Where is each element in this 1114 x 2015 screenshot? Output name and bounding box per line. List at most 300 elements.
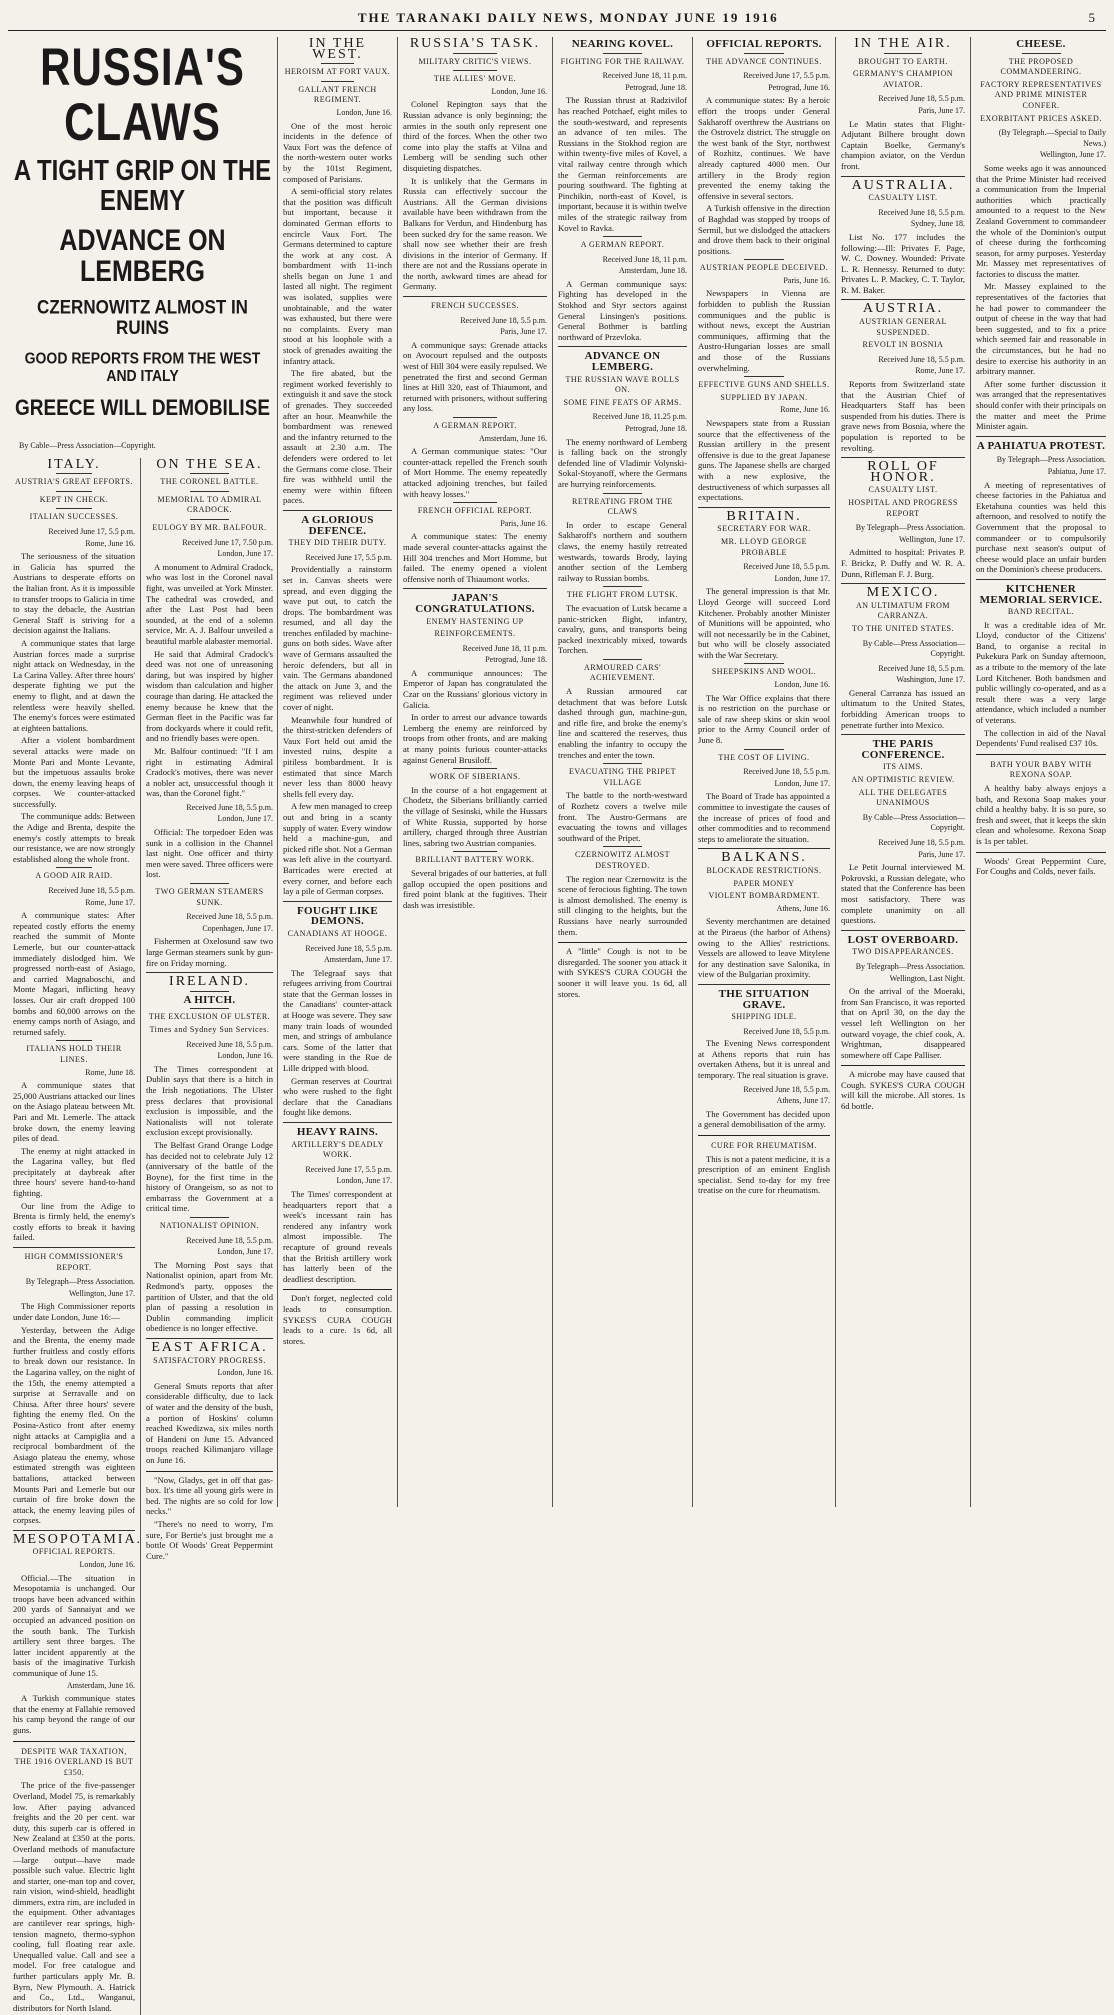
divider [453, 53, 496, 54]
place-date: Wellington, June 17. [1039, 150, 1106, 160]
divider [603, 586, 642, 587]
headline-6: GREECE WILL DEMOBILISE [14, 396, 271, 421]
subheading: AN ULTIMATUM FROM CARRANZA. [856, 600, 950, 621]
subheading: FIGHTING FOR THE RAILWAY. [560, 56, 685, 66]
divider [190, 473, 228, 474]
byline: By Telegraph—Press Association. [996, 455, 1106, 465]
advert-title: CURE FOR RHEUMATISM. [711, 1141, 817, 1151]
subheading: THE COST OF LIVING. [718, 752, 810, 762]
paragraph: The communique adds: Between the Adige and Brenta, despite the enemy's costly attempts to break our resistance, we are now strongly established along the whole front. [13, 811, 135, 864]
divider [403, 296, 547, 297]
dateline: Received June 17, 7.50 p.m. [182, 537, 273, 547]
subheading: THE CORONEL BATTLE. [160, 477, 259, 487]
masthead-title: THE TARANAKI DAILY NEWS, MONDAY JUNE 19 1916 [357, 10, 779, 25]
divider [321, 81, 354, 82]
subheading: AUSTRIAN PEOPLE DECEIVED. [699, 263, 829, 273]
subheading: EFFECTIVE GUNS AND SHELLS. [698, 380, 830, 390]
dateline: Received June 17, 5.5 p.m. [305, 552, 392, 562]
subheading: AUSTRIA'S GREAT EFFORTS. [15, 477, 133, 487]
divider [976, 579, 1106, 580]
byline: By Telegraph—Press Association. [855, 961, 965, 971]
subheading: GALLANT FRENCH REGIMENT. [298, 84, 377, 105]
paragraph: One of the most heroic incidents in the defence of Vaux Fort was the defence of the north-western outer works by the 101st Regiment, composed of Parisians. [283, 120, 392, 184]
divider [321, 63, 354, 64]
section-header: IRELAND. [169, 974, 250, 990]
subheading: HOSPITAL AND PROGRESS REPORT [848, 497, 958, 518]
paragraph: In order to escape General Sakharoff's northern and southern claws, the enemy hastily retreated westwards, towards Brody, laying another section of the Lemberg railway to Russian bombs. [558, 519, 687, 583]
place-date: Paris, June 16. [500, 518, 547, 528]
subheading: SOME FINE FEATS OF ARMS. [563, 397, 682, 407]
subheading: SUPPLIED BY JAPAN. [720, 392, 808, 402]
divider [698, 507, 830, 508]
column-3 [398, 37, 553, 1507]
dateline: Received June 18, 5.5 p.m. [186, 1235, 273, 1245]
rheumatism-advert [698, 1135, 830, 1196]
section-header: ROLL OF HONOR. [867, 459, 939, 485]
place-date: Sydney, June 18. [910, 219, 965, 229]
divider [744, 53, 784, 54]
divider [453, 768, 496, 769]
advert-title: DESPITE WAR TAXATION, THE 1916 OVERLAND IS BUT £350. [14, 1746, 134, 1777]
rexona-advert [976, 754, 1106, 847]
paragraph: The battle to the north-westward of Rozhetz covers a twelve mile front. The Austro-Germans are evacuating the towns and villages southward of the Pripet. [558, 790, 687, 843]
paragraph: The collection in aid of the Naval Dependents' Fund realised £37 10s. [976, 727, 1106, 749]
section-header: A PAHIATUA PROTEST. [976, 439, 1106, 452]
section-header: MESOPOTAMIA. [13, 1531, 143, 1547]
divider [283, 1122, 392, 1123]
advert-body: A healthy baby always enjoys a bath, and Rexona Soap makes your child a healthy baby. It is so pure, so fresh and sweet, that it keeps the skin clean and wholesome. Rexona Soap is 1s per tablet. [976, 783, 1106, 846]
place-date: Rome, June 17. [915, 366, 965, 376]
paragraph: Providentially a rainstorm set in. Canvas sheets were spread, and even digging the wave put out, to catch the drops. The bombardment was resumed, and all day the trenches enfiladed by machine-guns on both sides. Wave after wave of Germans assaulted the heroic defenders, but all in vain. The Germans abandoned the attack on June 3, and the regiment was relieved under cover of night. [283, 564, 392, 713]
byline: By Telegraph—Press Association. [855, 523, 965, 533]
subheading: ITALIAN SUCCESSES. [29, 512, 119, 522]
place-date: Paris, June 16. [783, 275, 830, 285]
subheading: ALL THE DELEGATES UNANIMOUS [858, 787, 948, 808]
subheading: THE PROPOSED COMMANDEERING. [1000, 56, 1082, 77]
section-header: HEAVY RAINS. [296, 1126, 379, 1138]
dateline: Received June 18, 5.5 p.m. [878, 838, 965, 847]
subheading: MEMORIAL TO ADMIRAL CRADOCK. [157, 494, 262, 515]
divider [283, 510, 392, 511]
place-date: London, June 17. [774, 778, 830, 788]
paragraph: The seriousness of the situation in Galicia has spurred the Austrians to desperate efforts on the Italian front. As it is impossible to transfer troops to Galicia in time to stay the debacle, the Austrian General Staff is striving for a decision against the Italians. [13, 551, 135, 636]
paragraph: A communique states that 25,000 Austrians attacked our lines on the Asiago plateau between Mt. Pari and Mt. Lemerle. The attack broke down, the enemy leaving piles of dead. [13, 1080, 135, 1144]
paragraph: The War Office explains that there is no restriction on the purchase or sale of raw sheep skins or skin wool prior to the Army Council order of June 8. [698, 692, 830, 746]
paragraph: Some weeks ago it was announced that the Prime Minister had received a communication from the Imperial authorities which practically amounted to a request to the New Zealand Government to commandeer the whole of the Dominion's output of cheese during the forthcoming season, for army purposes. Yesterday Mr. Massey met representatives of factories to discuss the matter. [976, 162, 1106, 279]
subheading: HIGH COMMISSIONER'S REPORT. [24, 1252, 124, 1272]
subheading: ARMOURED CARS' ACHIEVEMENT. [583, 662, 662, 683]
place-date: Paris, June 17. [918, 105, 965, 115]
paragraph: The fire abated, but the regiment worked feverishly to extinguish it and save the stock of grenades. They succeeded after an hour. Meanwhile the bombardment was renewed and the infantry returned to the assault at 2.30 a.m. The defenders were ordered to let the Germans come close. Their fire was withheld until the enemy were within fifteen paces. [283, 368, 392, 506]
section-header: MEXICO. [866, 585, 940, 601]
headline-2: A TIGHT GRIP ON THE ENEMY [13, 154, 272, 218]
subheading: THE FLIGHT FROM LUTSK. [566, 590, 679, 600]
place-date: Rome, June 16. [780, 405, 830, 415]
divider [190, 519, 228, 520]
column-5 [693, 37, 836, 1507]
paragraph: General Carranza has issued an ultimatum to the United States, forbidding American troops to penetrate further into Mexico. [841, 687, 965, 730]
paragraph: Official.—The situation in Mesopotamia is unchanged. Our troops have been advanced within 200 yards of Sannaiyat and we occupied an advanced position on the south bank. The Turkish artillery sent three barges. The latter incident apparently at the basis of the imaginative Turkish communique of June 15. [13, 1572, 135, 1678]
divider [453, 70, 496, 71]
place-date: Athens, June 17. [776, 1096, 830, 1106]
paragraph: The Times' correspondent at headquarters report that a week's incessant rain has rendered any infantry work almost impossible. The recapture of ground reveals that the British artillery work has latterly been of the deadliest description. [283, 1188, 392, 1284]
peppermint-advert [976, 852, 1106, 877]
place-date: London, June 17. [217, 1247, 273, 1257]
place-date: London, June 16. [79, 1560, 135, 1570]
advert-body: Don't forget, neglected cold leads to consumption. SYKES'S CURA COUGH leads to a cure. 1s 6d, all stores. [283, 1293, 392, 1346]
dateline: Received June 18, 11 p.m. [602, 254, 687, 264]
subheading: THE RUSSIAN WAVE ROLLS ON. [565, 374, 680, 395]
dateline: Received June 18, 5.5 p.m. [878, 207, 965, 217]
paragraph: A communique states: After repeated costly efforts the enemy reached the summit of Monte Lemerle, but our counter-attack immediately dislodged him. We progressed north-east of Asiago, and carried Magnaboschi, and Monte Magari, inflicting heavy losses. Our air craft dropped 100 bombs and 60,000 arrows on the enemy camps north of Asiago, and returned safely. [13, 910, 135, 1037]
column-6 [836, 37, 971, 1507]
subheading: TO THE UNITED STATES. [851, 623, 954, 633]
subheading: A GERMAN REPORT. [433, 421, 517, 430]
dateline: Received June 18, 5.5 p.m. [186, 912, 273, 922]
place-date: Petrograd, June 18. [625, 424, 687, 433]
divider [698, 984, 830, 985]
subheading: EXORBITANT PRICES ASKED. [980, 113, 1102, 123]
divider [841, 299, 965, 300]
column-7 [971, 37, 1111, 1507]
paragraph: Meanwhile four hundred of the thirst-stricken defenders of Vaux Fort held out amid the invested ruins, despite a pitiless bombardment. It is estimated that since March never less than 8000 heavy shells fell every day. [283, 714, 392, 799]
subheading: FRENCH OFFICIAL REPORT. [417, 506, 533, 516]
place-date: London, June 17. [336, 1176, 392, 1186]
place-date: Petrograd, June 16. [768, 82, 830, 92]
dateline: Received June 18, 5.5 p.m. [305, 943, 392, 953]
section-header: LOST OVERBOARD. [847, 933, 959, 946]
place-date: London, June 16. [491, 86, 547, 96]
divider [190, 1217, 228, 1218]
paragraph: A communique says: Grenade attacks on Avocourt repulsed and the outposts west of Hill 304 were easily repulsed. We penetrated the first and second German lines at Hill 320, east of Thiaumont, and returned with prisoners, without suffering any loss. [403, 339, 547, 414]
paragraph: The Belfast Grand Orange Lodge has decided not to celebrate July 12 (anniversary of the battle of the Boyne), for the first time in the history of Orangeism, so as not to embarrass the Government at a critical time. [146, 1139, 273, 1214]
paragraph: List No. 177 includes the following:—Ill: Privates F. Page, W. C. Downey. Wounded: Private L. R. Hennessy. Returned to duty: Privates L. P. Mackey, C. T. Taylor, R. M. Baker. [841, 231, 965, 295]
paragraph: A meeting of representatives of cheese factories in the Pahiatua and Eketahuna counties was held this afternoon, and resolved to notify the Government that the proposal to commandeer or to compulsorily purchase next season's output of cheese would place an unfair burden on the Dominion's cheese producers. [976, 479, 1106, 575]
divider [603, 846, 642, 847]
advert-body: "There's no need to worry, I'm sure, For Bertie's just brought me a bottle Of Woods' Great Peppermint Cure." [146, 1518, 273, 1561]
dateline: Received June 18, 5.5 p.m. [743, 1026, 830, 1036]
paragraph: The Times correspondent at Dublin says that there is a hitch in the Irish negotiations. The Ulster press declares that provisional exclusion is impossible, and the Nationalists will not tolerate exclusion except provisionally. [146, 1063, 273, 1138]
divider [744, 376, 784, 377]
paragraph: General Smuts reports that after considerable difficulty, due to lack of water and the density of the bush, a portion of Hoskins' column reached Kwedizwa, six miles north of Handeni on June 15. Advanced troops reached Kilimanjaro village on June 16. [146, 1380, 273, 1465]
col1-subcolumns [13, 458, 272, 2015]
paragraph: In the course of a hot engagement at Chodetz, the Siberians brilliantly carried the village of Sesinski, while the Hussars of White Russia, supported by horse artillery, charged through three Austrian lines, sabring two Austrian companies. [403, 784, 547, 848]
paragraph: Seventy merchantmen are detained at the Piraeus (the harbor of Athens) owing to the Allies' restrictions. Vessels are allowed to leave Mitylene for any destination save Salonika, in view of the Bulgarian proximity. [698, 916, 830, 980]
divider [841, 734, 965, 735]
subheading: SATISFACTORY PROGRESS. [153, 1355, 266, 1365]
divider [190, 1008, 228, 1009]
paragraph: A communique announces: The Emperor of Japan has congratulated the Czar on the Russians' glorious victory in Galicia. [403, 667, 547, 710]
subheading: Times and Sydney Sun Services. [149, 1024, 270, 1034]
paragraph: Several brigades of our batteries, at full gallop occupied the open positions and fired point blank at the fugitives. Their dash was irresistible. [403, 867, 547, 910]
divider [403, 588, 547, 589]
place-date: Rome, June 16. [85, 538, 135, 548]
subheading: RETREATING FROM THE CLAWS [572, 496, 673, 517]
subheading: AUSTRIAN GENERAL SUSPENDED. [859, 317, 947, 337]
subheading: A GERMAN REPORT. [580, 240, 665, 250]
paragraph: Newspapers in Vienna are forbidden to publish the Russian communiques and the public is without news, except the Austrian communiques, affirming that the Austro-Hungarian losses are small and those of the Russians overwhelming. [698, 288, 830, 373]
paragraph: In order to arrest our advance towards Lemberg the enemy are reinforced by troops from other fronts, and are making at many points furious counter-attacks against General Brusiloff. [403, 712, 547, 765]
dateline: Received June 17, 5.5 p.m. [48, 527, 135, 537]
advert-body: The price of the five-passenger Overland, Model 75, is remarkably low. After paying advanced freights and the 20 per cent. war duty, this superb car is offered in New Zealand at £350 at the ports. Overland methods of manufacture—large output—have made possible such value. Electric light and starter, one-man top and cover, rain vision, wind-shield, headlight dimmers, extra rim, are included in the equipment. Other advantages are cantilever rear springs, high-tension magneto, thermo-syphon cooling, full floating rear axle. Unequalled value. Call and see a model. For free catalogue and further particulars apply Mr. B. Byrn, New Plymouth. A. Hatrick and Co., Ltd., Wanganui, distributors for North Island. [13, 1780, 135, 2013]
place-date: Wellington, June 17. [898, 534, 965, 544]
place-date: Amsterdam, June 16. [479, 433, 547, 443]
main-headline: RUSSIA'S CLAWS [40, 37, 245, 152]
divider [603, 53, 642, 54]
divider [13, 1530, 135, 1531]
section-header: FOUGHT LIKE DEMONS. [296, 904, 379, 928]
section-header: KITCHENER MEMORIAL SERVICE. [979, 582, 1103, 606]
subheading: BRILLIANT BATTERY WORK. [415, 855, 535, 865]
column-1 [8, 37, 278, 2013]
subheading: BROUGHT TO EARTH. [858, 56, 948, 66]
divider [841, 930, 965, 931]
paragraph: A Turkish communique states that the enemy at Fallahie removed his camp beyond the range of our guns. [13, 1693, 135, 1735]
paragraph: A Turkish offensive in the direction of Baghdad was stopped by troops of Sermil, but we dislodged the attackers and drove them back to their original positions. [698, 203, 830, 256]
subheading: EULOGY BY MR. BALFOUR. [152, 523, 267, 533]
place-date: London, June 17. [217, 549, 273, 559]
paragraph: After a violent bombardment several attacks were made on Monte Pari and Monte Levante, but the impetuous assaults broke down, the enemy leaving heaps of corpses. We counter-attacked successfully. [13, 735, 135, 809]
divider [698, 848, 830, 849]
sykes-advert [841, 1065, 965, 1111]
peppermint-advert [146, 1471, 273, 1562]
byline: By Cable—Press Association—Copyright. [19, 441, 156, 451]
divider [841, 583, 965, 584]
subheading: NATIONALIST OPINION. [159, 1221, 260, 1231]
sea-section [141, 458, 273, 2015]
paragraph: He said that Admiral Cradock's deed was not one of unreasoning daring, but was inspired by higher wisdom than calculation and higher courage than daring. He attacked the enemy because he knew that the German fleet in the Pacific was far from dockyards where it could refit, and no friendly bases were open. [146, 648, 273, 744]
paragraph: A monument to Admiral Cradock, who was lost in the Coronel naval fight, was unveiled at York Minster. The cathedral was crowded, and after the Last Post had been sounded, at the end of a solemn service, Mr. A. J. Balfour unveiled a beautiful marble alabaster memorial. [146, 561, 273, 646]
paragraph: The general impression is that Mr. Lloyd George will succeed Lord Kitchener. Probably another Minister of Munitions will be appointed, who will not necessarily be in the Cabinet, but who will be closely associated with the War Secretary. [698, 586, 830, 660]
paragraph: Admitted to hospital: Privates P. F. Brickz, P. Duffy and W. R. A. Dunn, Rifleman F. J. Burg. [841, 547, 965, 579]
paragraph: A communique states that large Austrian forces made a surprise night attack on Wednesday, in the La Carina Valley. After three hours' desperate fighting we put the enemy to flight, and at dawn the relentless were heavily shelled. The enemy's forces were estimated at eighteen battalions. [13, 637, 135, 733]
section-header: A GLORIOUS DEFENCE. [301, 513, 374, 537]
subheading: ITALIANS HOLD THEIR LINES. [26, 1044, 122, 1064]
headline-5: GOOD REPORTS FROM THE WEST AND ITALY [24, 348, 261, 384]
section-header: OFFICIAL REPORTS. [706, 38, 822, 50]
place-date: Rome, June 17. [85, 897, 135, 907]
divider [603, 493, 642, 494]
subheading: WORK OF SIBERIANS. [429, 772, 521, 782]
section-header: ITALY. [47, 456, 101, 472]
dateline: Received June 18, 5.5 p.m. [743, 1084, 830, 1094]
subheading: CASUALTY LIST. [868, 485, 938, 495]
paragraph: Le Matin states that Flight-Adjutant Bilhere brought down Captain Boelke, Germany's champion aviator, on the Verdun front. [841, 118, 965, 171]
divider [1022, 53, 1061, 54]
section-header: CHEESE. [1016, 38, 1066, 50]
masthead [8, 6, 1106, 31]
divider [56, 1040, 93, 1041]
paragraph: A Russian armoured car detachment that was before Lutsk dashed through gun, machine-gun, and rifle fire, and broke the enemy's line and scattered the reserves, thus enabling the infantry to occupy the trenches and enter the town. [558, 686, 687, 760]
place-date: London, June 17. [217, 814, 273, 824]
subheading: SECRETARY FOR WAR. [717, 524, 811, 534]
subheading: A GOOD AIR RAID. [35, 871, 113, 881]
paragraph: Colonel Repington says that the Russian advance is only beginning; the armies in the south only represent one third of the forces. When the other two come into play the staffs at Vilna and Lemberg will be sending such other disquieting dispatches. [403, 99, 547, 173]
paragraph: The enemy at night attacked in the Lagarina valley, but fled precipitately at daybreak after three hours' severe hand-to-hand fighting. [13, 1145, 135, 1199]
section-header: JAPAN'S CONGRATULATIONS. [415, 592, 535, 615]
dateline: Received June 18, 11.25 p.m. [592, 412, 687, 422]
subheading: SHIPPING IDLE. [731, 1012, 797, 1022]
divider [190, 491, 228, 492]
subheading: AN OPTIMISTIC REVIEW. [851, 775, 955, 785]
subheading: THE ADVANCE CONTINUES. [706, 56, 822, 66]
paragraph: German reserves at Courtrai who were rushed to the fight declare that the Canadians fought like demons. [283, 1075, 392, 1118]
divider [884, 53, 921, 54]
section-header: ADVANCE ON LEMBERG. [584, 350, 661, 374]
paragraph: Mr. Balfour continued: "If I am right in estimating Admiral Cradock's motives, there was never a nobler act, unsuccessful though it was, than the Coronel fight." [146, 745, 273, 799]
paragraph: It is unlikely that the Germans in Russia can effectively succour the Austrians. All the German divisions available have been withdrawn from the Balkans for Verdun, and Hindenburg has been sucked dry for the same reason. We shall now see whether their are fresh divisions in the interior of Germany. If there are not and the Russians operate in the north, awkward times are ahead for Germany. [403, 175, 547, 292]
divider [603, 659, 642, 660]
dateline: Received June 18, 5.5 p.m. [878, 354, 965, 364]
place-date: London, June 16. [217, 1051, 273, 1061]
paragraph: The Government has decided upon a general demobilisation of the army. [698, 1108, 830, 1130]
paragraph: Le Petit Journal interviewed M. Pokrovski, a Russian delegate, who stated that the Conference has been most satisfactory. There was complete unanimity on all questions. [841, 862, 965, 926]
headline-4: CZERNOWITZ ALMOST IN RUINS [37, 296, 248, 339]
divider [453, 851, 496, 852]
byline: (By Telegraph.—Special to Daily News.) [998, 128, 1106, 148]
section-header: IN THE WEST. [308, 36, 367, 62]
subheading: OFFICIAL REPORTS. [32, 1547, 116, 1557]
dateline: Received June 18, 5.5 p.m. [743, 767, 830, 777]
section-header: AUSTRIA. [862, 301, 944, 317]
dateline: Received June 18, 11 p.m. [602, 71, 687, 81]
paragraph: After some further discussion it was arranged that the representatives should confer with their principals on the matter and meet the Prime Minister again. [976, 378, 1106, 432]
section-header: ON THE SEA. [156, 456, 263, 472]
divider [13, 1247, 135, 1248]
subheading: CZERNOWITZ ALMOST DESTROYED. [575, 850, 670, 870]
paragraph: The High Commissioner reports under date London, June 16:— [13, 1301, 135, 1322]
dateline: Received June 18, 5.5 p.m. [743, 562, 830, 572]
page-number: 5 [1088, 10, 1096, 25]
divider [841, 457, 965, 458]
place-date: Washington, June 17. [896, 675, 965, 685]
sykes-advert [558, 942, 687, 999]
subheading: REVOLT IN BOSNIA [862, 340, 944, 350]
place-date: Amsterdam, June 17. [324, 955, 392, 965]
paragraph: The Morning Post says that Nationalist opinion, apart from Mr. Redmond's party, opposes the partition of Ulster, and that the old plan of passing a resolution in Dublin commanding implicit obedience is no longer effective. [146, 1259, 273, 1334]
section-header: NEARING KOVEL. [571, 38, 674, 50]
dateline: Received June 18, 5.5 p.m. [186, 1039, 273, 1049]
paragraph: Reports from Switzerland state that the Austrian Chief of Headquarters Staff has been suspended from his duties. There is grave news from Bosnia, where the population is reported to be revolting. [841, 379, 965, 453]
section-header: THE PARIS CONFERENCE. [861, 738, 945, 761]
paragraph: A few men managed to creep out and bring in a scanty supply of water. Every window held a machine-gun, and picked rifle shot. Not a German was left alive in the courtyard. Barricades were erected at every corner, and before each lay a pile of German corpses. [283, 801, 392, 897]
subheading: ENEMY HASTENING UP [426, 616, 524, 626]
divider [190, 883, 228, 884]
paragraph: A German communique states: "Our counter-attack repelled the French south of Mort Homme. The enemy repeatedly attacked adjoining trenches, but failed with heavy losses." [403, 446, 547, 499]
byline: By Cable—Press Association—Copyright. [862, 812, 965, 833]
byline: By Cable—Press Association—Copyright. [862, 638, 965, 659]
subheading: GERMANY'S CHAMPION AVIATOR. [852, 69, 953, 89]
dateline: Received June 18, 5.5 p.m. [878, 663, 965, 673]
advert-title: BATH YOUR BABY WITH REXONA SOAP. [990, 759, 1092, 780]
place-date: London, June 16. [336, 107, 392, 117]
dateline: Received June 18, 5.5 p.m. [878, 94, 965, 104]
place-date: Rome, June 18. [85, 1067, 135, 1077]
advert-body: This is not a patent medicine, it is a prescription of an eminent English specialist. Send to-day for my free treatise on the cure for rheumatism. [698, 1153, 830, 1196]
paragraph: A communique states: By a heroic effort the troops under General Sakharoff overthrew the Austrians on the Ostrovelz district. The struggle on the west bank of the Styr, northwest of Rozhitz, continues. We have already captured 4000 men. Our artillery in the Brody region prevented the enemy taking the offensive in several sectors. [698, 95, 830, 201]
subheading: TWO GERMAN STEAMERS SUNK. [155, 887, 264, 907]
subheading: ITS AIMS. [882, 762, 924, 772]
dateline: Received June 18, 11 p.m. [462, 643, 547, 653]
paragraph: Official: The torpedoer Eden was sunk in a collision in the Channel last night. One officer and thirty men were saved. Three officers were lost. [146, 827, 273, 880]
paragraph: Mr. Massey explained to the representatives of the factories that he had power to commandeer the output of cheese in the way that had been suggested, and to fix a price which seemed fair and reasonable in the circumstances, but he had no desire to exercise his authority in an arbitrary manner. [976, 281, 1106, 377]
section-header: EAST AFRICA. [151, 1340, 268, 1355]
subheading: MILITARY CRITIC'S VIEWS. [418, 56, 532, 66]
subheading: CASUALTY LIST. [868, 193, 938, 203]
place-date: Petrograd, June 18. [485, 655, 547, 665]
subheading: THEY DID THEIR DUTY. [288, 538, 387, 548]
section-header: IN THE AIR. [854, 36, 952, 51]
italy-section [13, 458, 141, 2015]
section-header: BRITAIN. [726, 508, 802, 524]
section-header: AUSTRALIA. [851, 177, 955, 193]
subheading: TWO DISAPPEARANCES. [852, 947, 954, 957]
place-date: Pahiatua, June 17. [1047, 466, 1106, 476]
place-date: London, June 16. [774, 680, 830, 690]
place-date: London, June 16. [217, 1368, 273, 1378]
dateline: Received June 18, 5.5 p.m. [186, 802, 273, 812]
byline: By Telegraph—Press Association. [25, 1277, 135, 1287]
subheading: BAND RECITAL. [1007, 607, 1075, 617]
divider [841, 176, 965, 177]
advert-body: "Now, Gladys, get in off that gas-box. It's time all young girls were in bed. The nights are so cold for low necks." [146, 1474, 273, 1517]
divider [56, 491, 93, 492]
subheading: REINFORCEMENTS. [434, 629, 516, 639]
subheading: PAPER MONEY [733, 878, 795, 888]
divider [146, 972, 273, 973]
section-header: THE SITUATION GRAVE. [718, 987, 810, 1011]
dateline: Received June 18, 5.5 p.m. [48, 886, 135, 896]
paragraph: The Telegraaf says that refugees arriving from Courtrai state that the German losses in the Canadians' counter-attack at Hooge was severe. They saw many train loads of wounded men, and strings of ambulance cars. Some of the latter that were standing in the Rue de Lille dripped with blood. [283, 967, 392, 1074]
paragraph: The evacuation of Lutsk became a panic-stricken flight, infantry, cavalry, guns, and transports being packed inextricably mixed, towards Torchen. [558, 602, 687, 656]
paragraph: The Russian thrust at Radzivilof has reached Potchaef, eight miles to the south-westward, and represents an advance of ten miles. The Russians in the Stokhod region are within twenty-five miles of Kovel, a vital railway centre through which the German reinforcements are pouring southward. The fighting at Pinchikin, north-east of Kovel, is important, because it is within twelve miles of the strategic railway from Kovel to Ravka. [558, 95, 687, 233]
paragraph: On the arrival of the Moeraki, from San Francisco, it was reported that on April 30, on the day the vessel left Wellington on her outward voyage, the chief cook, A. Wrightman, disappeared somewhere off Cape Palliser. [841, 986, 965, 1060]
divider [190, 991, 228, 992]
subheading: THE ALLIES' MOVE. [433, 74, 517, 84]
subheading: SHEEPSKINS AND WOOL. [711, 667, 817, 677]
advert-body: A "little" Cough is not to be disregarded. The sooner you attack it with SYKES'S CURA COUGH the sooner it will leave you. 1s 6d, all stores. [558, 946, 687, 999]
divider [603, 763, 642, 764]
place-date: London, June 17. [774, 573, 830, 583]
column-2 [278, 37, 398, 1507]
dateline: Received June 17, 5.5 p.m. [743, 71, 830, 81]
divider [976, 436, 1106, 437]
divider [453, 502, 496, 503]
dateline: Received June 17, 5.5 p.m. [305, 1164, 392, 1174]
subheading: A HITCH. [183, 993, 236, 1006]
divider [558, 346, 687, 347]
subheading: BLOCKADE RESTRICTIONS. [706, 865, 822, 875]
column-4 [553, 37, 693, 1507]
subheading: THE EXCLUSION OF ULSTER. [148, 1012, 271, 1022]
divider [56, 473, 93, 474]
sykes-advert [283, 1289, 392, 1346]
advert-body: Woods' Great Peppermint Cure, For Coughs and Colds, never fails. [976, 855, 1106, 877]
paragraph: Yesterday, between the Adige and the Brenta, the enemy made further fruitless and costly efforts to break down our resistance. In the Lagarina valley, on the night of the 15th, the enemy attempted a surprise at Serravalle and on Chiusa. After three hours' severe fighting the enemy fled. On the Posina-Astico front after enemy night attacks at Campiglia and a reciprocal bombardment of the Asiago plateau the enemy, whose estimated strength was eighteen battalions, attacked between Mounts Pari and Lemerle but our curtain of fire broke down the attack, the enemy leaving piles of corpses. [13, 1324, 135, 1526]
place-date: Amsterdam, June 16. [67, 1680, 135, 1690]
section-header: RUSSIA'S TASK. [409, 36, 541, 51]
place-date: Wellington, June 17. [68, 1288, 135, 1298]
paragraph: It was a creditable idea of Mr. Lloyd, conductor of the Citizens' Band, to organise a recital in Pukekura Park on Sunday afternoon, as a tribute to the memory of the late Lord Kitchener. Both bandsmen and public willingly co-operated, and as a result there was a very large attendance, which included a number of veterans. [976, 619, 1106, 726]
divider [453, 417, 496, 418]
place-date: Amsterdam, June 18. [619, 266, 687, 276]
divider [744, 259, 784, 260]
paragraph: A German communique says: Fighting has developed in the Stokhod and Styr sectors against General Linsingen's positions. General Bothmer is battling northward of Przevloka. [558, 278, 687, 342]
paragraph: A semi-official story relates that the position was difficult but important, because it dominated German efforts to encircle Vaux Fort. The Germans determined to capture the work at any cost. A bombardment with 11-inch shells began on June 1 and lasted all night. The regiment was isolated, supplies were unobtainable, and the water was exhausted, but there were no complaints. Every man stood at his loophole with a stock of grenades awaiting the infantry attack. [283, 186, 392, 366]
divider [56, 867, 93, 868]
paragraph: Our line from the Adige to Brenta is firmly held, the enemy's costly efforts to break it having failed. [13, 1200, 135, 1243]
subheading: HEROISM AT FORT VAUX. [284, 67, 391, 77]
